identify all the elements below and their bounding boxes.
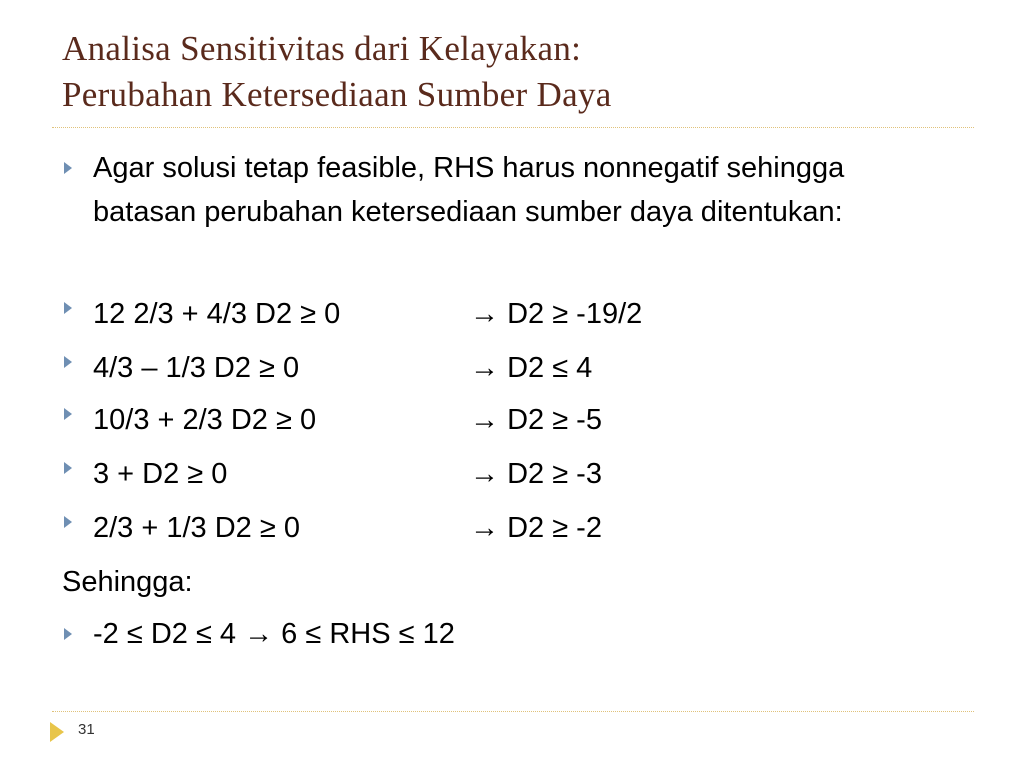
title-line-1: Analisa Sensitivitas dari Kelayakan: [62,29,582,68]
bullet-triangle-icon [64,628,72,640]
constraint-expression: 4/3 – 1/3 D2 ≥ 0 [93,352,300,384]
bullet-triangle-icon [64,302,72,314]
constraint-result [470,292,642,336]
bullet-triangle-icon [64,408,72,420]
right-arrow-icon: → [470,512,499,544]
constraint-row [0,346,1024,390]
constraint-row [0,452,1024,496]
constraint-row [0,506,1024,550]
intro-line-2: batasan perubahan ketersediaan sumber daya ditentukan: [93,196,843,228]
constraint-result-text: D2 ≥ -5 [507,404,602,436]
footer-triangle-icon [50,722,64,742]
title-line-2: Perubahan Ketersediaan Sumber Daya [62,75,612,114]
intro-paragraph [93,146,844,234]
intro-line-1: Agar solusi tetap feasible, RHS harus nonnegatif sehingga [93,152,845,184]
constraint-result-text: D2 ≥ -3 [507,458,602,490]
title-divider [52,127,974,128]
constraint-result [470,398,602,442]
constraint-expression: 10/3 + 2/3 D2 ≥ 0 [93,404,317,436]
constraint-expression: 3 + D2 ≥ 0 [93,458,228,490]
bullet-triangle-icon [64,462,72,474]
conclusion-right: 6 ≤ RHS ≤ 12 [281,618,455,650]
constraint-expression: 2/3 + 1/3 D2 ≥ 0 [93,512,300,544]
right-arrow-icon: → [244,618,274,650]
bullet-triangle-icon [64,356,72,368]
slide-title [62,26,982,118]
right-arrow-icon: → [470,404,499,436]
page-number: 31 [78,721,95,738]
constraint-row [0,292,1024,336]
conclusion-left: -2 ≤ D2 ≤ 4 [93,618,237,650]
bullet-triangle-icon [64,516,72,528]
constraint-result-text: D2 ≥ -2 [507,512,602,544]
conclusion-statement [93,612,455,656]
constraint-result [470,452,602,496]
footer-divider [52,711,974,712]
constraint-result [470,506,602,550]
bullet-triangle-icon [64,162,72,174]
right-arrow-icon: → [470,458,499,490]
constraint-result-text: D2 ≤ 4 [507,352,593,384]
constraint-expression: 12 2/3 + 4/3 D2 ≥ 0 [93,298,341,330]
constraint-row [0,398,1024,442]
right-arrow-icon: → [470,352,499,384]
constraint-result-text: D2 ≥ -19/2 [507,298,643,330]
right-arrow-icon: → [470,298,499,330]
conclusion-label: Sehingga: [62,566,193,598]
constraint-result [470,346,592,390]
